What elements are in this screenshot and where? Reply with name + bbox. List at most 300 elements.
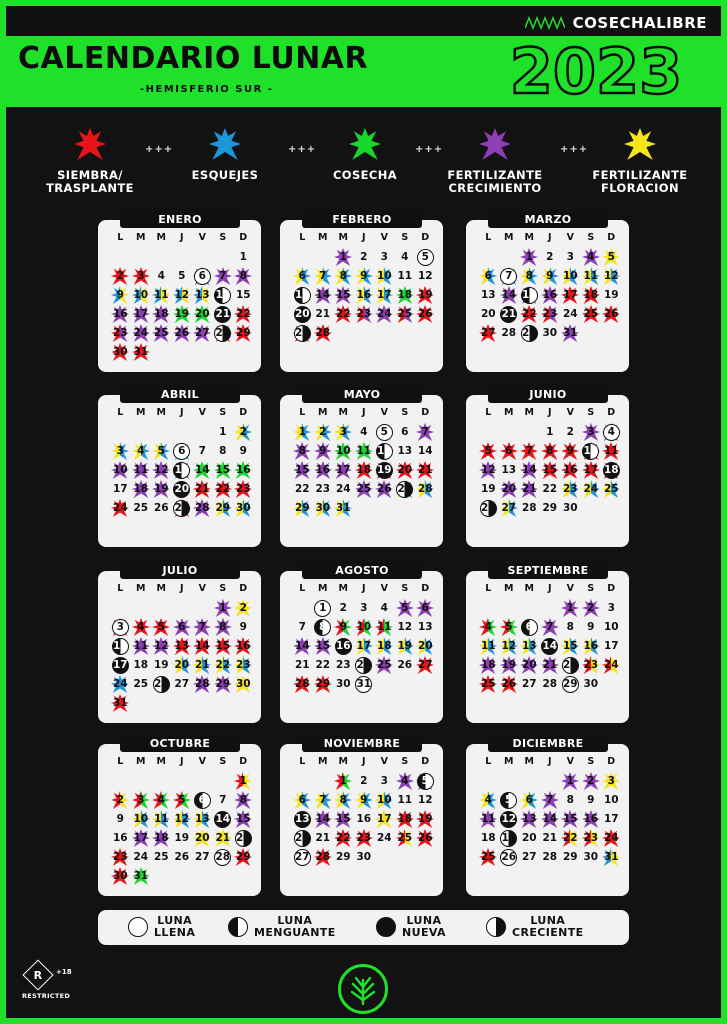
moon-full-icon	[128, 917, 148, 937]
day-number: 6	[401, 426, 409, 438]
day-number: 8	[219, 621, 227, 633]
day-cell	[292, 848, 313, 867]
day-cell	[233, 599, 254, 618]
day-number: 10	[603, 621, 619, 633]
day-number: 20	[417, 640, 433, 652]
day-cell	[313, 480, 334, 499]
day-cell	[560, 637, 581, 656]
day-number: 24	[355, 657, 372, 674]
day-cell	[233, 791, 254, 810]
day-cell	[313, 305, 334, 324]
day-cell	[233, 618, 254, 637]
day-cell	[415, 248, 436, 267]
day-number: 19	[603, 289, 619, 301]
day-number: 3	[360, 602, 368, 614]
weekday-label: D	[607, 407, 616, 418]
day-cell	[560, 442, 581, 461]
month-card-junio	[466, 388, 629, 547]
day-number: 5	[505, 621, 513, 633]
weekday-label: M	[156, 756, 166, 767]
weekday-label: L	[299, 583, 306, 594]
month-card-mayo	[280, 388, 443, 547]
day-cell	[499, 791, 520, 810]
weekday-label: J	[361, 407, 366, 418]
month-title: JUNIO	[488, 387, 608, 403]
day-cell	[333, 656, 354, 675]
day-cell	[478, 810, 499, 829]
day-cell	[354, 810, 375, 829]
weekday-label: V	[380, 407, 388, 418]
day-number: 25	[480, 851, 496, 863]
day-number: 10	[335, 445, 351, 457]
day-number: 3	[607, 775, 615, 787]
day-number: 20	[294, 306, 311, 323]
day-cell	[233, 499, 254, 518]
day-cell	[110, 810, 131, 829]
day-cell	[601, 248, 622, 267]
day-cell	[354, 442, 375, 461]
day-number: 7	[546, 794, 554, 806]
weekday-label: L	[299, 756, 306, 767]
day-cell	[151, 618, 172, 637]
day-number: 17	[583, 464, 599, 476]
legend-separator: +++	[288, 144, 317, 155]
legend-label: COSECHA	[332, 168, 398, 183]
day-cell	[213, 499, 234, 518]
weekday-label: D	[239, 407, 248, 418]
day-cell	[560, 286, 581, 305]
day-cell	[499, 810, 520, 829]
day-number: 29	[215, 678, 231, 690]
day-cell	[172, 442, 193, 461]
weekday-label: J	[361, 232, 366, 243]
day-number: 28	[294, 678, 310, 690]
day-cell	[233, 286, 254, 305]
day-number: 29	[235, 327, 251, 339]
day-number: 24	[603, 659, 619, 671]
day-cell	[519, 305, 540, 324]
weekday-label: D	[421, 407, 430, 418]
day-cell	[292, 305, 313, 324]
day-cell	[213, 810, 234, 829]
day-number: 30	[112, 346, 128, 358]
day-number: 8	[219, 445, 227, 457]
day-cell	[313, 286, 334, 305]
weekday-label: M	[504, 407, 514, 418]
day-number: 19	[153, 483, 169, 495]
day-number: 1	[219, 426, 227, 438]
day-number: 21	[215, 832, 231, 844]
day-number: 22	[294, 483, 310, 495]
weekday-header	[292, 756, 437, 767]
day-cell	[110, 286, 131, 305]
month-title: NOVIEMBRE	[302, 736, 422, 752]
weekday-header	[478, 756, 623, 767]
weekday-label: D	[607, 756, 616, 767]
day-cell	[333, 599, 354, 618]
day-number: 6	[298, 794, 306, 806]
day-cell	[131, 461, 152, 480]
day-number: 2	[319, 426, 327, 438]
day-cell	[110, 305, 131, 324]
day-number: 4	[603, 424, 620, 441]
day-number: 30	[583, 678, 599, 690]
day-number: 21	[194, 659, 210, 671]
day-number: 24	[112, 502, 128, 514]
day-cell	[601, 637, 622, 656]
day-cell	[374, 442, 395, 461]
day-cell	[110, 675, 131, 694]
day-cell	[131, 656, 152, 675]
day-number: 4	[587, 251, 595, 263]
day-cell	[313, 442, 334, 461]
day-cell	[110, 267, 131, 286]
day-number: 3	[566, 251, 574, 263]
day-number: 27	[396, 481, 413, 498]
day-cell	[172, 286, 193, 305]
day-number: 27	[521, 851, 537, 863]
weekday-label: M	[338, 232, 348, 243]
day-cell	[213, 675, 234, 694]
day-number: 20	[194, 832, 210, 844]
weekday-label: M	[136, 756, 146, 767]
day-number: 26	[501, 678, 517, 690]
brand	[525, 14, 707, 32]
weekday-label: M	[318, 756, 328, 767]
day-number: 22	[335, 832, 351, 844]
month-card-febrero	[280, 213, 443, 372]
day-number: 29	[294, 502, 310, 514]
day-number: 7	[319, 794, 327, 806]
day-cell	[519, 324, 540, 343]
day-cell	[601, 305, 622, 324]
moon-wax-icon	[486, 917, 506, 937]
day-number: 2	[587, 602, 595, 614]
day-cell	[601, 423, 622, 442]
day-cell	[233, 848, 254, 867]
day-number: 24	[335, 483, 351, 495]
day-number: 10	[112, 464, 128, 476]
weekday-label: J	[179, 232, 184, 243]
weekday-header	[478, 583, 623, 594]
weekday-label: D	[421, 232, 430, 243]
day-number: 15	[335, 813, 351, 825]
day-cell	[581, 442, 602, 461]
day-number: 26	[417, 308, 433, 320]
moon-wane-icon	[228, 917, 248, 937]
day-number: 11	[397, 794, 413, 806]
day-cell	[560, 810, 581, 829]
day-cell	[233, 442, 254, 461]
day-cell	[233, 810, 254, 829]
day-cell	[192, 656, 213, 675]
day-cell	[213, 848, 234, 867]
day-number: 30	[112, 870, 128, 882]
day-number: 25	[153, 851, 169, 863]
legend-label: SIEMBRA/ TRASPLANTE	[46, 168, 134, 196]
day-number: 26	[153, 676, 170, 693]
day-number: 13	[397, 445, 413, 457]
weekday-label: J	[361, 583, 366, 594]
day-cell	[478, 637, 499, 656]
day-number: 23	[235, 659, 251, 671]
day-cell	[581, 618, 602, 637]
day-number: 28	[542, 851, 558, 863]
day-cell	[110, 461, 131, 480]
day-cell	[151, 499, 172, 518]
day-cell	[581, 810, 602, 829]
day-cell	[540, 480, 561, 499]
day-cell	[478, 442, 499, 461]
day-number: 10	[112, 638, 129, 655]
legend-cosecha	[295, 128, 435, 182]
day-cell	[192, 810, 213, 829]
day-cell	[313, 618, 334, 637]
phase-wax	[486, 915, 584, 938]
day-number: 12	[603, 270, 619, 282]
day-number: 24	[376, 308, 392, 320]
day-number: 19	[501, 659, 517, 671]
day-number: 26	[500, 849, 517, 866]
day-number: 8	[239, 270, 247, 282]
day-number: 24	[376, 832, 392, 844]
day-cell	[374, 248, 395, 267]
day-cell	[581, 599, 602, 618]
day-number: 9	[587, 621, 595, 633]
weekday-label: J	[547, 407, 552, 418]
day-cell	[292, 499, 313, 518]
weekday-label: S	[587, 583, 595, 594]
day-cell	[110, 694, 131, 713]
day-cell	[519, 637, 540, 656]
day-cell	[478, 791, 499, 810]
day-number: 13	[294, 287, 311, 304]
day-cell	[354, 675, 375, 694]
day-number: 14	[214, 287, 231, 304]
day-cell	[313, 267, 334, 286]
day-cell	[415, 829, 436, 848]
weekday-label: S	[401, 232, 409, 243]
day-cell	[374, 772, 395, 791]
day-cell	[292, 286, 313, 305]
day-cell	[292, 618, 313, 637]
day-number: 17	[112, 657, 129, 674]
day-cell	[540, 791, 561, 810]
day-number: 21	[315, 832, 331, 844]
day-cell	[233, 305, 254, 324]
leaf-esquejes-icon	[209, 128, 241, 163]
day-cell	[395, 423, 416, 442]
day-cell	[172, 480, 193, 499]
day-cell	[519, 267, 540, 286]
leaf-cosecha-icon	[349, 128, 381, 163]
day-number: 28	[194, 678, 210, 690]
leaf-crecimiento-icon	[479, 128, 511, 163]
day-number: 14	[521, 464, 537, 476]
day-number: 6	[194, 792, 211, 809]
day-cell	[151, 675, 172, 694]
day-number: 15	[562, 813, 578, 825]
day-number: 19	[376, 462, 393, 479]
day-cell	[110, 618, 131, 637]
day-cell	[292, 461, 313, 480]
day-cell	[292, 656, 313, 675]
weekday-label: V	[198, 583, 206, 594]
day-number: 27	[194, 327, 210, 339]
day-number: 18	[397, 813, 413, 825]
day-number: 7	[319, 270, 327, 282]
day-number: 5	[178, 270, 186, 282]
day-cell	[581, 772, 602, 791]
day-cell	[192, 848, 213, 867]
day-number: 27	[294, 849, 311, 866]
day-cell	[354, 286, 375, 305]
day-number: 5	[178, 794, 186, 806]
day-cell	[192, 637, 213, 656]
day-number: 11	[153, 813, 169, 825]
weekday-label: J	[547, 756, 552, 767]
day-cell	[292, 267, 313, 286]
day-number: 28	[501, 327, 517, 339]
day-cell	[540, 286, 561, 305]
weekday-label: L	[485, 583, 492, 594]
day-cell	[313, 637, 334, 656]
day-cell	[192, 675, 213, 694]
day-number: 11	[153, 289, 169, 301]
day-number: 26	[397, 659, 413, 671]
day-number: 1	[239, 251, 247, 263]
day-cell	[415, 656, 436, 675]
day-number: 16	[335, 638, 352, 655]
day-number: 9	[116, 289, 124, 301]
day-number: 20	[521, 659, 537, 671]
legend-separator: +++	[415, 144, 444, 155]
day-cell	[213, 286, 234, 305]
day-cell	[233, 461, 254, 480]
day-number: 18	[133, 483, 149, 495]
legend-label: FERTILIZANTE FLORACION	[592, 168, 688, 196]
day-cell	[151, 848, 172, 867]
day-number: 10	[133, 813, 149, 825]
weekday-label: M	[156, 232, 166, 243]
day-cell	[131, 791, 152, 810]
weekday-label: J	[547, 583, 552, 594]
weekday-label: S	[219, 232, 227, 243]
moon-new-icon	[376, 917, 396, 937]
day-number: 21	[417, 464, 433, 476]
month-card-diciembre	[466, 737, 629, 896]
day-number: 2	[239, 426, 247, 438]
day-number: 19	[417, 289, 433, 301]
day-number: 20	[194, 308, 210, 320]
day-cell	[499, 656, 520, 675]
day-number: 12	[480, 464, 496, 476]
weekday-label: V	[380, 232, 388, 243]
day-number: 6	[505, 445, 513, 457]
day-number: 21	[542, 832, 558, 844]
day-number: 12	[153, 464, 169, 476]
day-number: 27	[501, 502, 517, 514]
day-cell	[172, 267, 193, 286]
day-cell	[131, 810, 152, 829]
day-cell	[601, 810, 622, 829]
day-cell	[581, 848, 602, 867]
day-cell	[313, 675, 334, 694]
day-number: 17	[562, 289, 578, 301]
day-cell	[601, 829, 622, 848]
month-card-abril	[98, 388, 261, 547]
day-cell	[110, 848, 131, 867]
day-number: 20	[397, 464, 413, 476]
day-cell	[172, 829, 193, 848]
day-cell	[395, 461, 416, 480]
weekday-label: J	[179, 583, 184, 594]
day-cell	[151, 324, 172, 343]
day-cell	[374, 599, 395, 618]
day-number: 22	[215, 659, 231, 671]
legend-label: FERTILIZANTE CRECIMIENTO	[447, 168, 543, 196]
day-cell	[478, 305, 499, 324]
day-cell	[540, 848, 561, 867]
day-cell	[172, 324, 193, 343]
day-cell	[560, 499, 581, 518]
day-number: 18	[480, 659, 496, 671]
day-number: 7	[219, 794, 227, 806]
day-number: 11	[480, 640, 496, 652]
day-number: 8	[566, 621, 574, 633]
day-cell	[395, 267, 416, 286]
day-cell	[581, 637, 602, 656]
day-number: 30	[235, 678, 251, 690]
day-cell	[395, 286, 416, 305]
day-cell	[601, 772, 622, 791]
day-number: 28	[315, 327, 331, 339]
day-number: 6	[173, 443, 190, 460]
day-number: 22	[235, 308, 251, 320]
weekday-label: V	[198, 232, 206, 243]
day-number: 22	[315, 659, 331, 671]
day-number: 16	[562, 464, 578, 476]
day-cell	[540, 637, 561, 656]
day-cell	[313, 461, 334, 480]
weekday-label: V	[566, 756, 574, 767]
day-cell	[333, 305, 354, 324]
day-cell	[313, 324, 334, 343]
weekday-label: V	[380, 583, 388, 594]
day-number: 30	[583, 851, 599, 863]
weekday-label: M	[136, 232, 146, 243]
weekday-header	[292, 583, 437, 594]
phase-label: LUNA NUEVA	[402, 914, 446, 939]
day-number: 15	[542, 464, 558, 476]
day-cell	[395, 305, 416, 324]
month-title: MAYO	[302, 387, 422, 403]
day-number: 10	[562, 270, 578, 282]
day-number: 25	[133, 502, 149, 514]
day-number: 24	[603, 832, 619, 844]
weekday-label: M	[338, 407, 348, 418]
day-number: 21	[194, 483, 210, 495]
weekday-label: L	[117, 232, 124, 243]
day-cell	[374, 480, 395, 499]
day-number: 15	[235, 813, 251, 825]
legend-separator: +++	[560, 144, 589, 155]
day-cell	[313, 599, 334, 618]
day-cell	[560, 656, 581, 675]
day-number: 5	[417, 249, 434, 266]
day-number: 24	[112, 678, 128, 690]
day-number: 12	[174, 813, 190, 825]
